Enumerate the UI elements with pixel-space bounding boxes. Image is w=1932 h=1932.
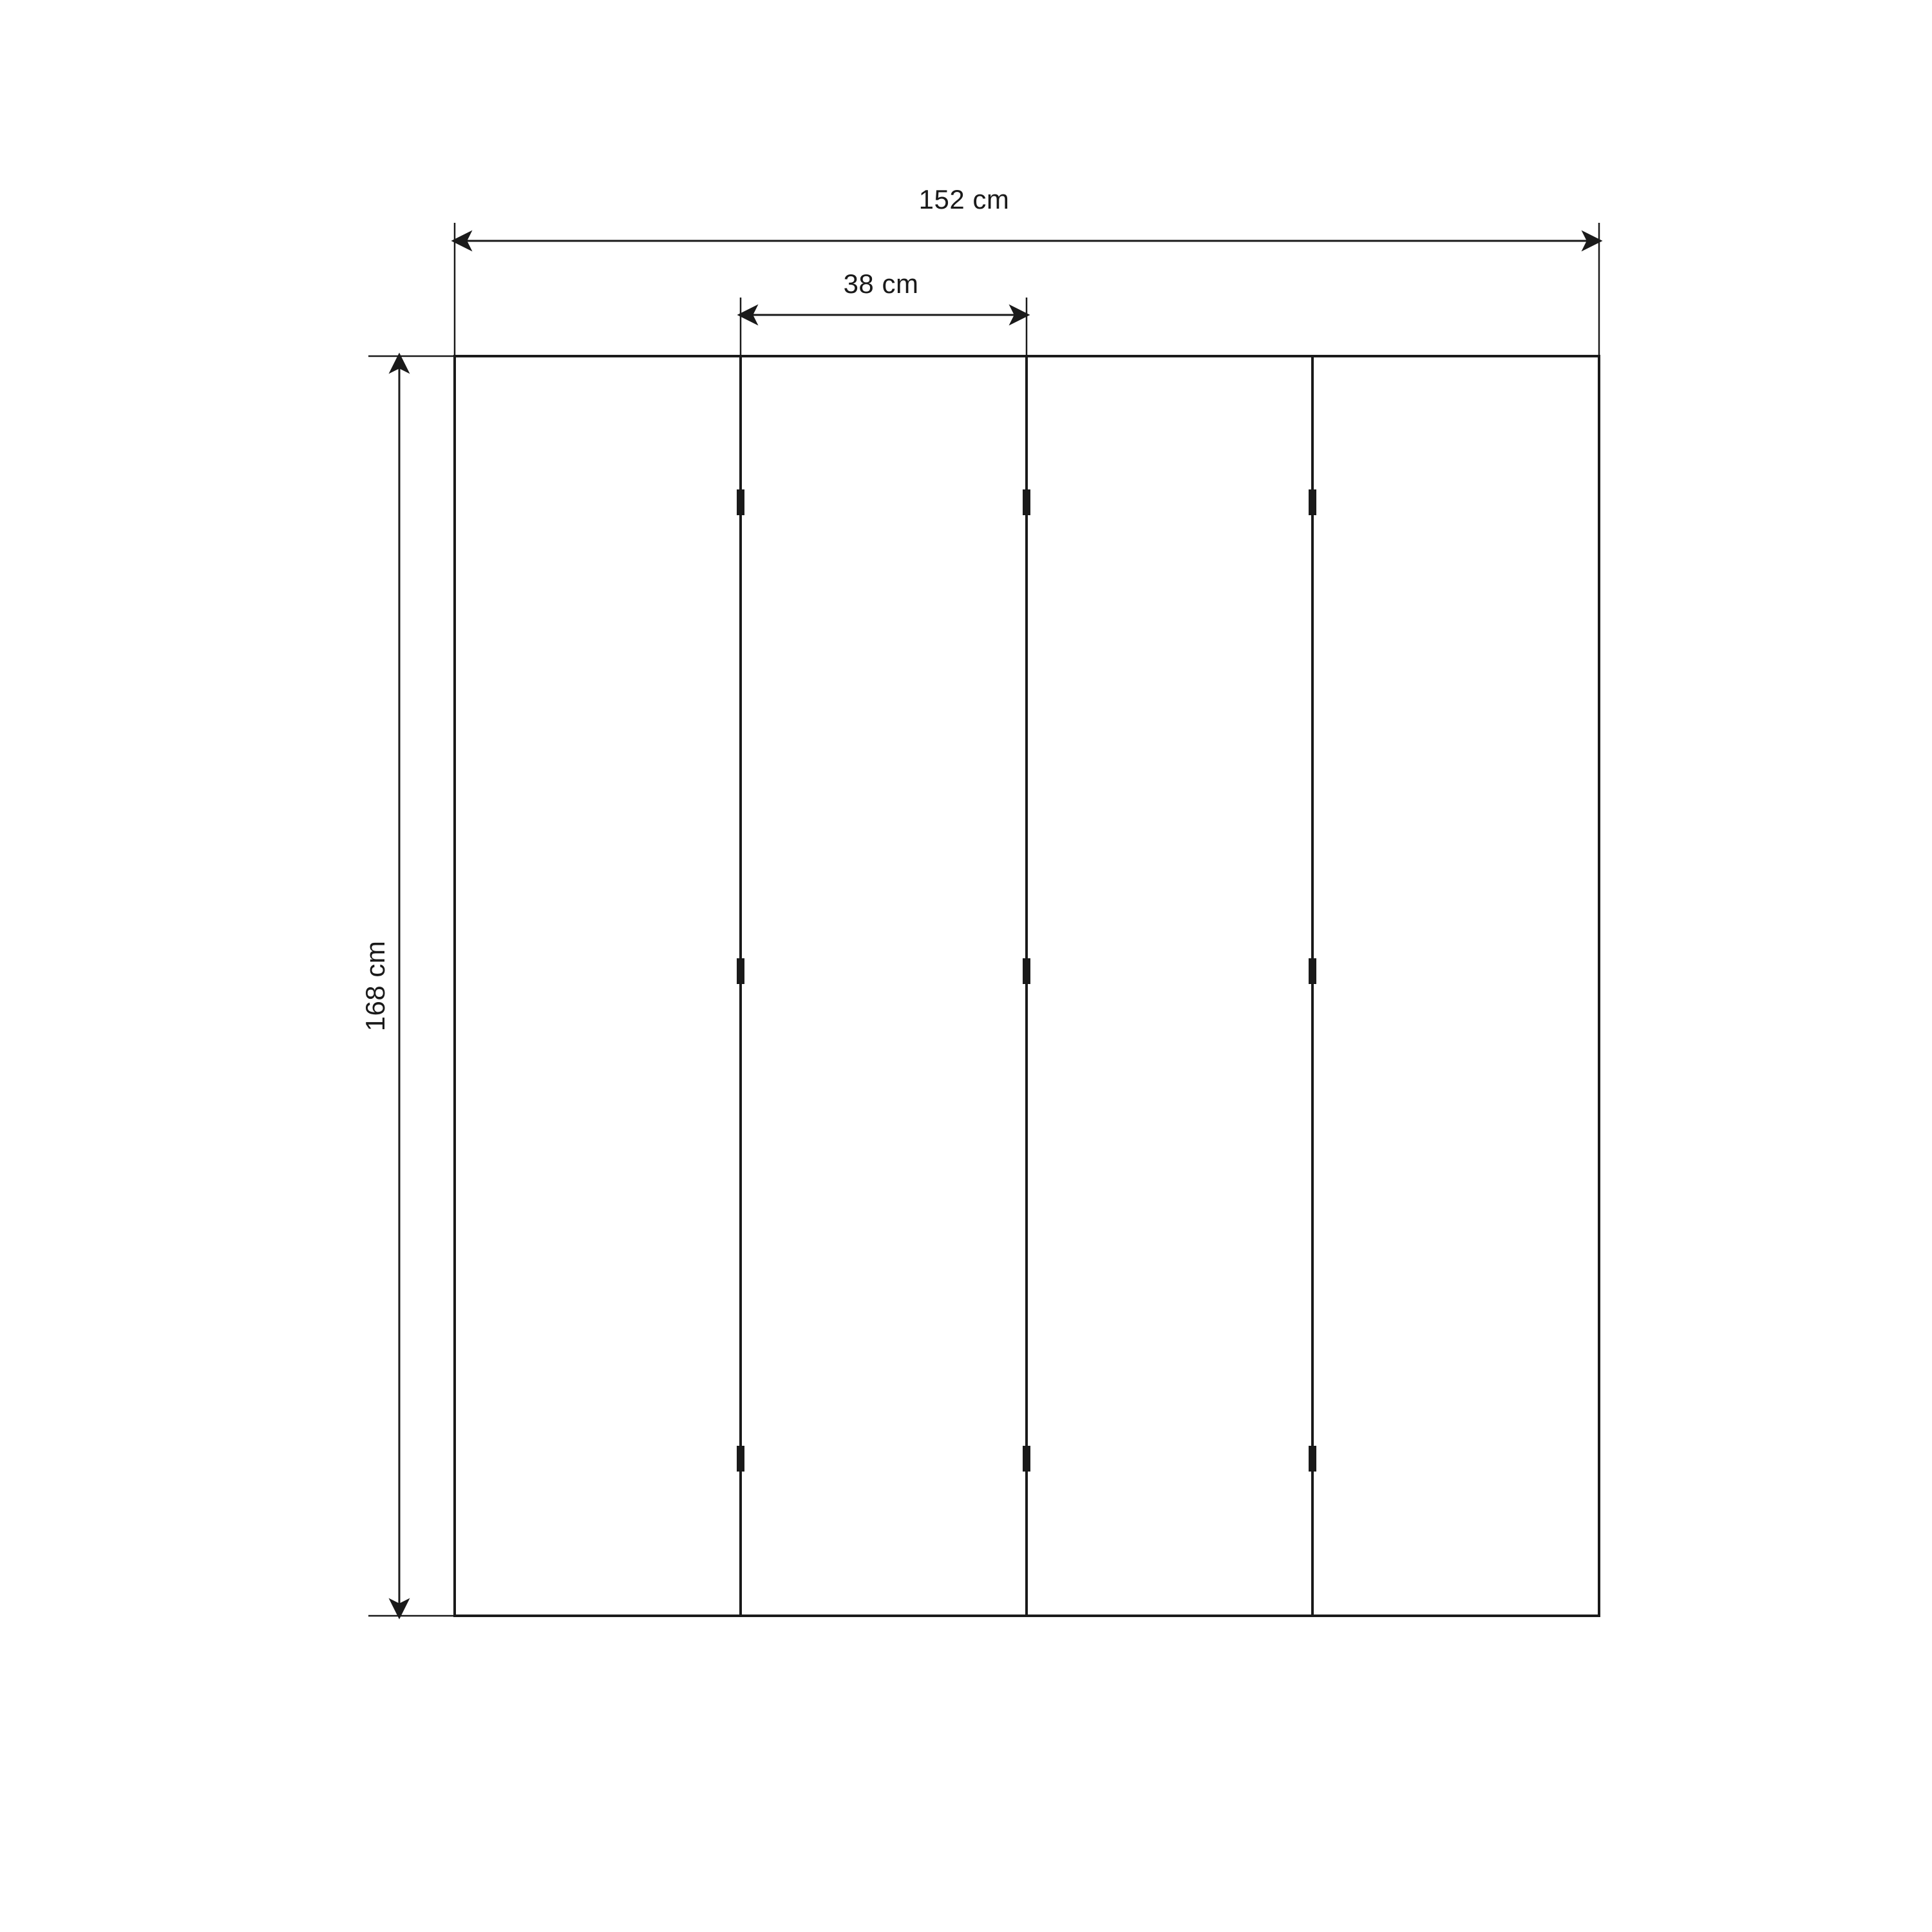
hinge-icon <box>737 958 744 984</box>
hinge-icon <box>1023 958 1030 984</box>
panel-3 <box>1027 356 1313 1616</box>
hinge-icon <box>737 489 744 515</box>
total-width-label: 152 cm <box>918 184 1010 214</box>
hinge-icon <box>1309 1446 1316 1472</box>
panel-2 <box>741 356 1027 1616</box>
panel-width-label: 38 cm <box>843 269 919 299</box>
hinge-icon <box>1023 1446 1030 1472</box>
hinge-icon <box>1309 489 1316 515</box>
hinge-icon <box>1023 489 1030 515</box>
panel-1 <box>455 356 741 1616</box>
panel-group <box>455 356 1599 1616</box>
panel-4 <box>1312 356 1599 1616</box>
hinge-icon <box>1309 958 1316 984</box>
height-label: 168 cm <box>360 940 390 1032</box>
dimension-panel-width <box>741 298 1027 356</box>
hinge-icon <box>737 1446 744 1472</box>
